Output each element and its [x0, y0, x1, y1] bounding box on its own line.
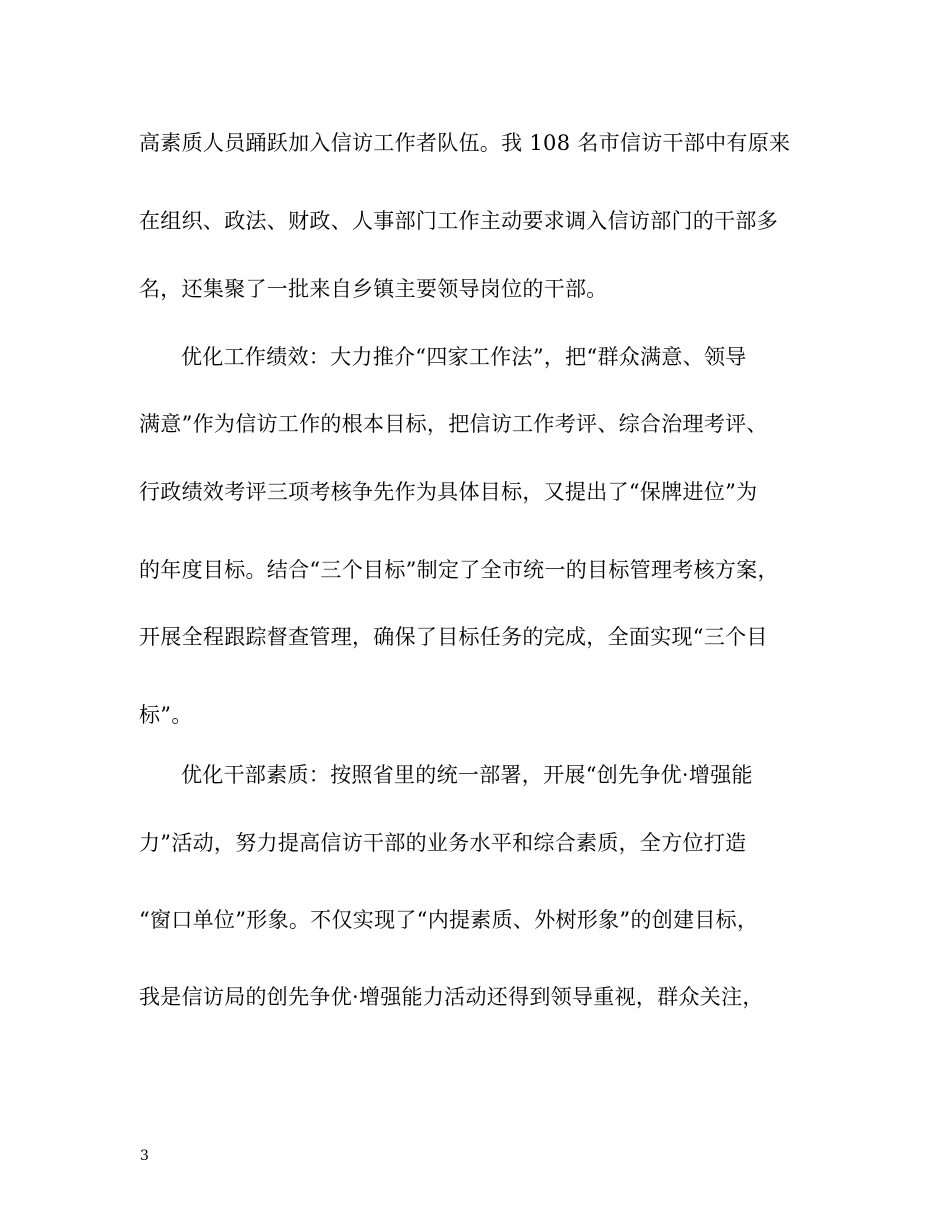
paragraph-first-line: 优化干部素质：按照省里的统一部署，开展“创先争优·增强能 — [181, 763, 753, 787]
text-line: 在组织、政法、财政、人事部门工作主动要求调入信访部门的干部多 — [139, 209, 778, 233]
text-line: 标”。 — [139, 703, 193, 727]
page-number: 3 — [140, 1148, 149, 1164]
text-line: 满意”作为信访工作的根本目标，把信访工作考评、综合治理考评、 — [139, 412, 768, 436]
paragraph-first-line: 优化工作绩效：大力推介“四家工作法”，把“群众满意、领导 — [181, 345, 747, 369]
text-line: 名，还集聚了一批来自乡镇主要领导岗位的干部。 — [139, 277, 608, 301]
text-line: 的年度目标。结合“三个目标”制定了全市统一的目标管理考核方案， — [139, 558, 779, 582]
text-line: 高素质人员踊跃加入信访工作者队伍。我 108 名市信访干部中有原来 — [139, 131, 791, 155]
text-line: 我是信访局的创先争优·增强能力活动还得到领导重视，群众关注， — [139, 985, 764, 1009]
text-line: 力”活动，努力提高信访干部的业务水平和综合素质，全方位打造 — [139, 831, 747, 855]
text-line: 行政绩效考评三项考核争先作为具体目标，又提出了“保牌进位”为 — [139, 480, 758, 504]
text-line: 开展全程跟踪督查管理，确保了目标任务的完成，全面实现“三个目 — [139, 625, 768, 649]
text-line: “窗口单位”形象。不仅实现了“内提素质、外树形象”的创建目标， — [139, 908, 759, 932]
